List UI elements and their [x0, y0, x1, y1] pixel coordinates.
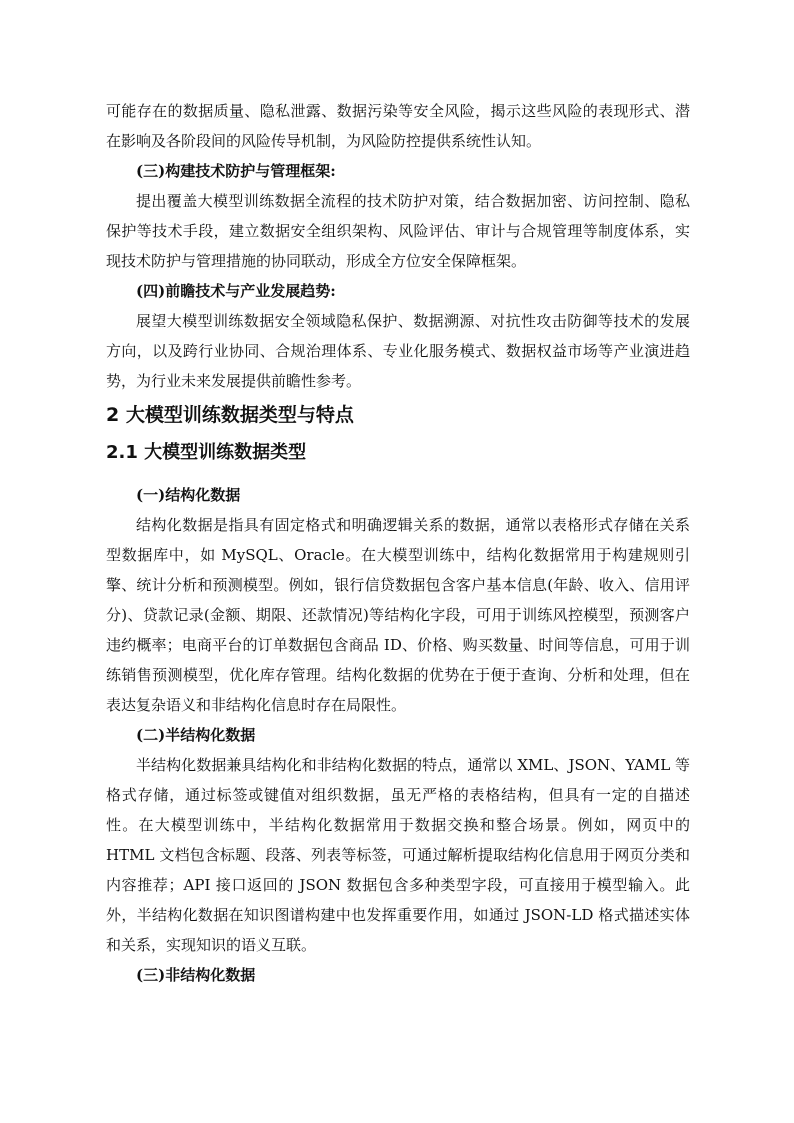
- section-4-heading: (四)前瞻技术与产业发展趋势:: [136, 282, 336, 300]
- unstructured-data-heading: (三)非结构化数据: [136, 966, 256, 984]
- structured-data-body: 结构化数据是指具有固定格式和明确逻辑关系的数据，通常以表格形式存储在关系型数据库中，如 MySQL、Oracle。在大模型训练中，结构化数据常用于构建规则引擎、统计分析和预测模型。例如，银行信贷数据包含客户基本信息(年龄、收入、信用评分)、贷款记录(金额、期限、还款情况)等结构化字段，可用于训练风控模型，预测客户违约概率；电商平台的订单数据包含商品 ID、价格、购买数量、时间等信息，可用于训练销售预测模型，优化库存管理。结构化数据的优势在于便于查询、分析和处理，但在表达复杂语义和非结构化信息时存在局限性。: [106, 516, 690, 714]
- document-page: [106, 96, 690, 990]
- intro-continuation-paragraph: 可能存在的数据质量、隐私泄露、数据污染等安全风险，揭示这些风险的表现形式、潜在影响及各阶段间的风险传导机制，为风险防控提供系统性认知。: [106, 102, 690, 150]
- semi-structured-data-body: 半结构化数据兼具结构化和非结构化数据的特点，通常以 XML、JSON、YAML 等格式存储，通过标签或键值对组织数据，虽无严格的表格结构，但具有一定的自描述性。在大模型训练中，半结构化数据常用于数据交换和整合场景。例如，网页中的 HTML 文档包含标题、段落、列表等标签，可通过解析提取结构化信息用于网页分类和内容推荐；API 接口返回的 JSON 数据包含多种类型字段，可直接用于模型输入。此外，半结构化数据在知识图谱构建中也发挥重要作用，如通过 JSON-LD 格式描述实体和关系，实现知识的语义互联。: [106, 756, 690, 954]
- chapter-2-title: 2 大模型训练数据类型与特点: [106, 404, 354, 426]
- spacer: [106, 468, 690, 480]
- section-3-body: 提出覆盖大模型训练数据全流程的技术防护对策，结合数据加密、访问控制、隐私保护等技术手段，建立数据安全组织架构、风险评估、审计与合规管理等制度体系，实现技术防护与管理措施的协同联动，形成全方位安全保障框架。: [106, 192, 690, 270]
- semi-structured-data-heading: (二)半结构化数据: [136, 726, 256, 744]
- section-4-body: 展望大模型训练数据安全领域隐私保护、数据溯源、对抗性攻击防御等技术的发展方向，以及跨行业协同、合规治理体系、专业化服务模式、数据权益市场等产业演进趋势，为行业未来发展提供前瞻性参考。: [106, 312, 690, 390]
- structured-data-heading: (一)结构化数据: [136, 486, 241, 504]
- section-3-heading: (三)构建技术防护与管理框架:: [136, 162, 336, 180]
- section-2-1-title: 2.1 大模型训练数据类型: [106, 442, 307, 463]
